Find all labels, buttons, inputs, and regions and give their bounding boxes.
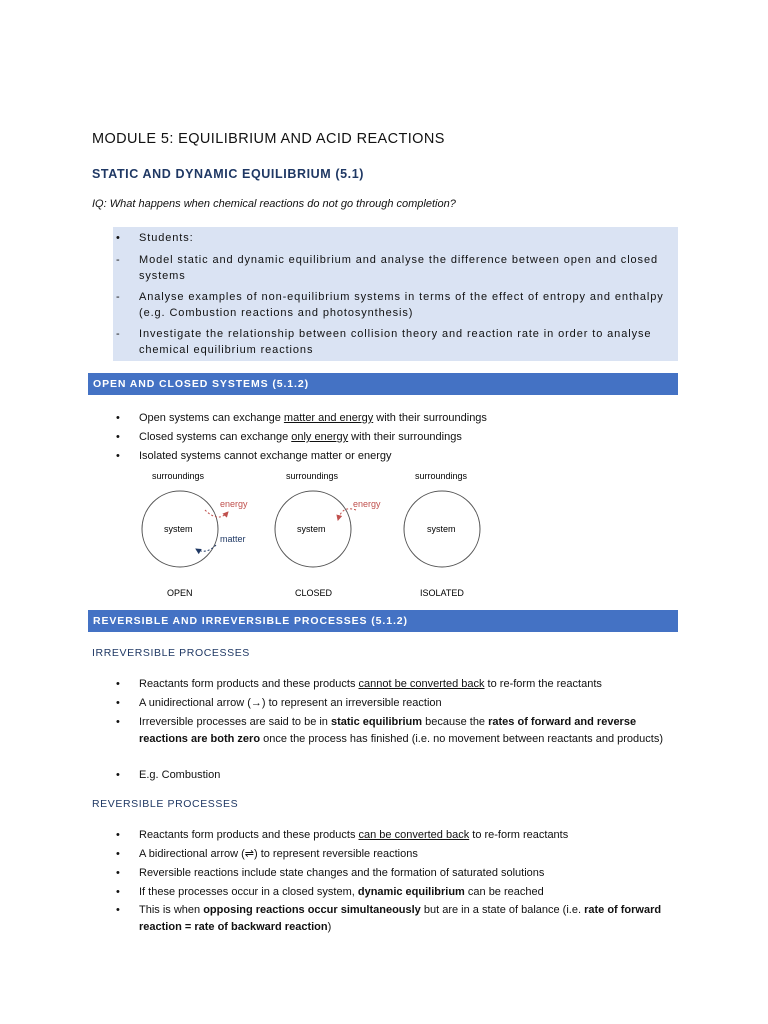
dash-mark: - — [116, 254, 121, 266]
surroundings-label: surroundings — [286, 471, 339, 481]
bold-term: opposing reactions occur simultaneously — [203, 904, 421, 916]
list-item-text: If these processes occur in a closed system, dynamic equilibrium can be reached — [139, 886, 544, 898]
surroundings-label: surroundings — [152, 471, 205, 481]
list-item-text: A bidirectional arrow (⇌) to represent reversible reactions — [139, 848, 418, 860]
box-item-text: Investigate the relationship between collision theory and reaction rate in order to analyse chemical equilibrium reactions — [139, 328, 652, 356]
section-band-reversible — [88, 610, 678, 632]
bold-term: rates of forward and reverse reactions are both zero — [139, 716, 637, 745]
box-heading: Students: — [139, 232, 194, 244]
bullet-mark: • — [116, 412, 120, 424]
list-item-text: Reversible reactions include state changes and the formation of saturated solutions — [139, 867, 545, 879]
dash-mark: - — [116, 328, 121, 340]
bullet-mark: • — [116, 450, 120, 462]
bold-term: rate of forward reaction = rate of backward reaction — [139, 904, 662, 933]
bullet-mark: • — [116, 904, 120, 916]
list-item-text: This is when opposing reactions occur simultaneously but are in a state of balance (i.e. rate of forward reaction = rate of backward reaction) — [139, 904, 662, 933]
band-label: REVERSIBLE AND IRREVERSIBLE PROCESSES (5.1.2) — [93, 615, 408, 627]
reversible-heading: REVERSIBLE PROCESSES — [92, 798, 239, 810]
bullet-mark: • — [116, 431, 120, 443]
energy-arrow-icon — [338, 509, 356, 520]
list-item-text: A unidirectional arrow (→) to represent an irreversible reaction — [139, 697, 442, 709]
bullet-mark: • — [116, 867, 120, 879]
system-label: system — [164, 524, 193, 534]
bullet-mark: • — [116, 678, 120, 690]
bullet-mark: • — [116, 769, 120, 781]
list-item-text: Closed systems can exchange only energy with their surroundings — [139, 431, 462, 443]
surroundings-label: surroundings — [415, 471, 468, 481]
inquiry-box — [113, 227, 678, 361]
bullet-mark: • — [116, 716, 120, 728]
irreversible-heading: IRREVERSIBLE PROCESSES — [92, 647, 250, 659]
bullet-mark: • — [116, 848, 120, 860]
matter-label: matter — [220, 534, 246, 544]
systems-diagram — [130, 465, 500, 605]
band-label: OPEN AND CLOSED SYSTEMS (5.1.2) — [93, 378, 309, 390]
module-title: MODULE 5: EQUILIBRIUM AND ACID REACTIONS — [92, 131, 445, 147]
box-item-text: Model static and dynamic equilibrium and analyse the difference between open and closed systems — [139, 254, 658, 282]
list-item-text: E.g. Combustion — [139, 769, 221, 781]
system-label: system — [297, 524, 326, 534]
underlined-term: matter and energy — [283, 412, 374, 424]
bold-term: dynamic equilibrium — [357, 886, 465, 898]
list-item-text: Isolated systems cannot exchange matter or energy — [139, 450, 392, 462]
underlined-term: can be converted back — [358, 829, 470, 841]
open-label: OPEN — [167, 588, 193, 598]
energy-arrow-icon — [205, 510, 228, 517]
bullet-mark: • — [116, 232, 121, 244]
section-heading: STATIC AND DYNAMIC EQUILIBRIUM (5.1) — [92, 167, 365, 181]
list-item-text: Open systems can exchange matter and energy with their surroundings — [139, 412, 487, 424]
bullet-mark: • — [116, 829, 120, 841]
bold-term: static equilibrium — [330, 716, 423, 728]
underlined-term: cannot be converted back — [358, 678, 485, 690]
bullet-mark: • — [116, 886, 120, 898]
section-band-open-closed — [88, 373, 678, 395]
energy-label: energy — [220, 499, 248, 509]
closed-label: CLOSED — [295, 588, 333, 598]
underlined-term: only energy — [291, 431, 349, 443]
dash-mark: - — [116, 291, 121, 303]
energy-label: energy — [353, 499, 381, 509]
bullet-mark: • — [116, 697, 120, 709]
matter-arrow-icon — [196, 545, 216, 551]
isolated-label: ISOLATED — [420, 588, 464, 598]
inquiry-question: IQ: What happens when chemical reactions do not go through completion? — [92, 198, 456, 210]
list-item-text: Irreversible processes are said to be in static equilibrium because the rates of forward and reverse reactions are both zero once the process has finished (i.e. no movement between reactants and products) — [139, 716, 663, 745]
box-item-text: Analyse examples of non-equilibrium systems in terms of the effect of entropy and enthalpy (e.g. Combustion reactions and photosynthesis) — [139, 291, 664, 319]
system-label: system — [427, 524, 456, 534]
list-item-text: Reactants form products and these products cannot be converted back to re-form the reactants — [139, 678, 602, 690]
list-item-text: Reactants form products and these products can be converted back to re-form reactants — [139, 829, 569, 841]
